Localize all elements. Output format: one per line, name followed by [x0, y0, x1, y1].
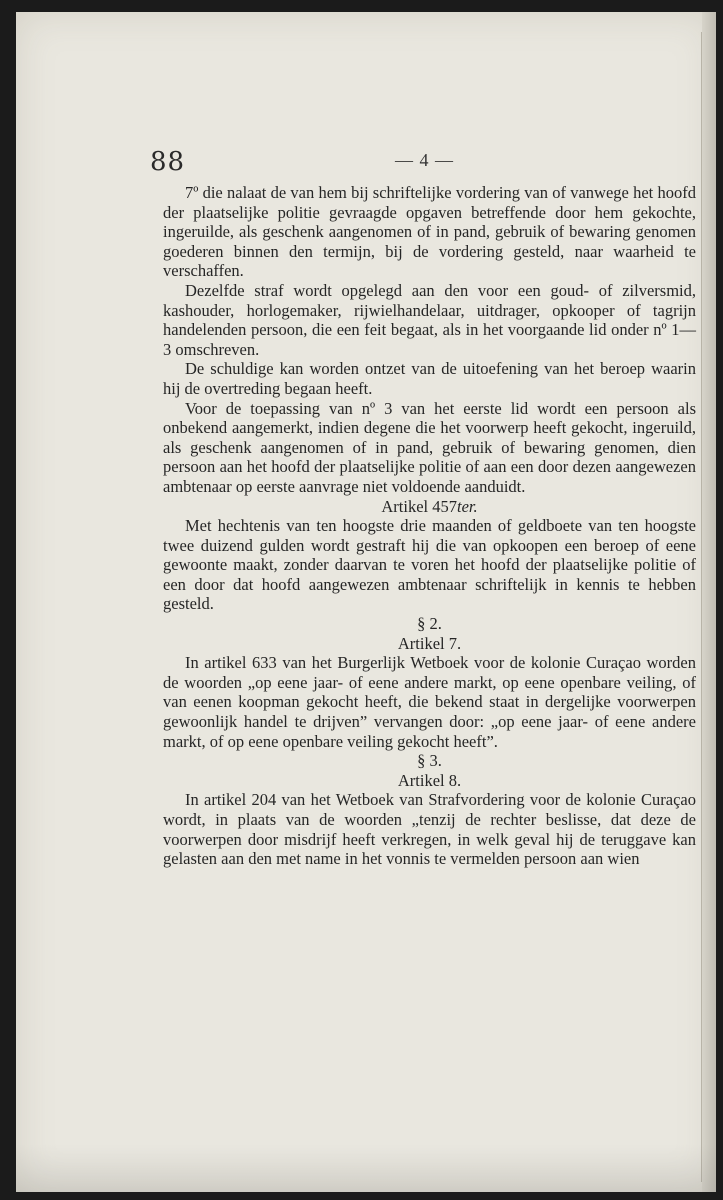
page-number: 88	[150, 147, 186, 177]
paragraph-6: In artikel 633 van het Burgerlijk Wetboek voor de kolonie Curaçao worden de woorden „op eene jaar- of eene andere markt, op eene openbare veiling, of van eenen koopman gekocht heeft, die bekend staat in dergelijke voorwerpen gewoonlijk handel te drijven” vervangen door: „op eene jaar- of eene andere markt, of op eene openbare veiling gekocht heeft”.	[163, 653, 696, 751]
paragraph-1: 7º die nalaat de van hem bij schriftelijke vordering van of vanwege het hoofd der plaatselijke politie gevraagde opgaven betreffende door hem gekochte, ingeruilde, als geschenk aangenomen of in pand, gebruik of bewaring genomen goederen binnen den termijn, bij de vordering gesteld, naar waarheid te verschaffen.	[163, 183, 696, 281]
paragraph-3: De schuldige kan worden ontzet van de uitoefening van het beroep waarin hij de overtreding begaan heeft.	[163, 359, 696, 398]
page-edge-shadow	[702, 12, 716, 1192]
page-marker: — 4 —	[395, 150, 454, 170]
paragraph-2: Dezelfde straf wordt opgelegd aan den voor een goud- of zilversmid, kashouder, horlogemaker, rijwielhandelaar, uitdrager, opkooper of tagrijn handelenden persoon, die een feit begaat, als in het voorgaande lid onder nº 1—3 omschreven.	[163, 280, 696, 359]
article-457ter-heading	[163, 497, 696, 517]
paragraph-7: In artikel 204 van het Wetboek van Strafvordering voor de kolonie Curaçao wordt, in plaats van de woorden „tenzij de rechter beslisse, dat deze de voorwerpen door misdrijf heeft verkregen, in welk geval hij de teruggave kan gelasten aan den met name in het vonnis te vermelden persoon aan wien	[163, 790, 696, 869]
article-457-suffix: ter.	[457, 496, 478, 516]
section-3-heading: § 3.	[417, 751, 442, 771]
article-7-heading: Artikel 7.	[397, 633, 462, 653]
section-2-heading: § 2.	[417, 614, 442, 634]
document-body	[163, 183, 696, 869]
page-bottom-shade	[16, 1144, 716, 1192]
article-457-prefix: Artikel 457	[381, 496, 457, 516]
paragraph-4: Voor de toepassing van nº 3 van het eerste lid wordt een persoon als onbekend aangemerkt, indien degene die het voorwerp heeft gekocht, ingeruild, als geschenk aangenomen of in pand, gebruik of bewaring genomen, dien persoon aan het hoofd der plaatselijke politie of aan een door dezen aangewezen ambtenaar op eerste aanvrage niet voldoende aanduidt.	[163, 398, 696, 496]
article-8-heading: Artikel 8.	[397, 770, 462, 790]
paragraph-5: Met hechtenis van ten hoogste drie maanden of geldboete van ten hoogste twee duizend gulden wordt gestraft hij die van opkoopen een beroep of eene gewoonte maakt, zonder daarvan te voren het hoofd der plaatselijke politie of een door dat hoofd aangewezen ambtenaar schriftelijk in kennis te hebben gesteld.	[163, 516, 696, 614]
